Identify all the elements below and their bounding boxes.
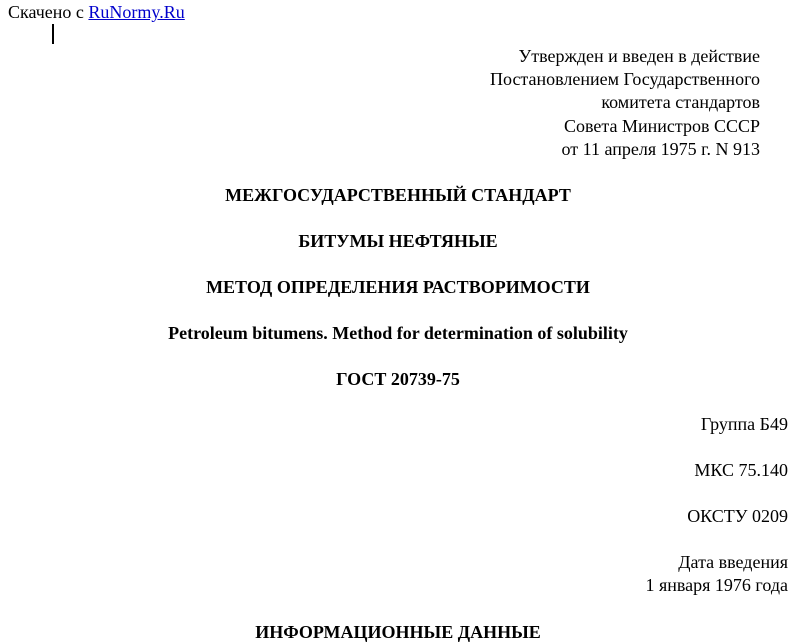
approval-line: комитета стандартов: [601, 92, 760, 113]
source-link[interactable]: RuNormy.Ru: [88, 2, 185, 22]
english-title: Petroleum bitumens. Method for determination of solubility: [168, 323, 628, 343]
product-heading: БИТУМЫ НЕФТЯНЫЕ: [298, 231, 498, 251]
gost-number: ГОСТ 20739-75: [336, 369, 460, 389]
classification-mks: МКС 75.140: [694, 460, 788, 480]
approval-block: [490, 45, 760, 161]
classification-okstu: ОКСТУ 0209: [687, 506, 788, 526]
approval-line: Постановлением Государственного: [490, 69, 760, 90]
approval-line: Совета Министров СССР: [564, 115, 760, 136]
classification-group: Группа Б49: [700, 414, 788, 434]
text-cursor: [52, 24, 54, 44]
method-heading: МЕТОД ОПРЕДЕЛЕНИЯ РАСТВОРИМОСТИ: [206, 277, 590, 297]
introduction-date: 1 января 1976 года: [645, 575, 788, 595]
downloaded-prefix: Скачено с: [8, 2, 84, 22]
approval-line: от 11 апреля 1975 г. N 913: [561, 138, 760, 159]
standard-type-heading: МЕЖГОСУДАРСТВЕННЫЙ СТАНДАРТ: [225, 185, 571, 205]
download-source-line: [8, 2, 185, 22]
introduction-date-label: Дата введения: [678, 552, 788, 572]
approval-line: Утвержден и введен в действие: [518, 46, 760, 66]
info-data-heading: ИНФОРМАЦИОННЫЕ ДАННЫЕ: [255, 622, 541, 642]
